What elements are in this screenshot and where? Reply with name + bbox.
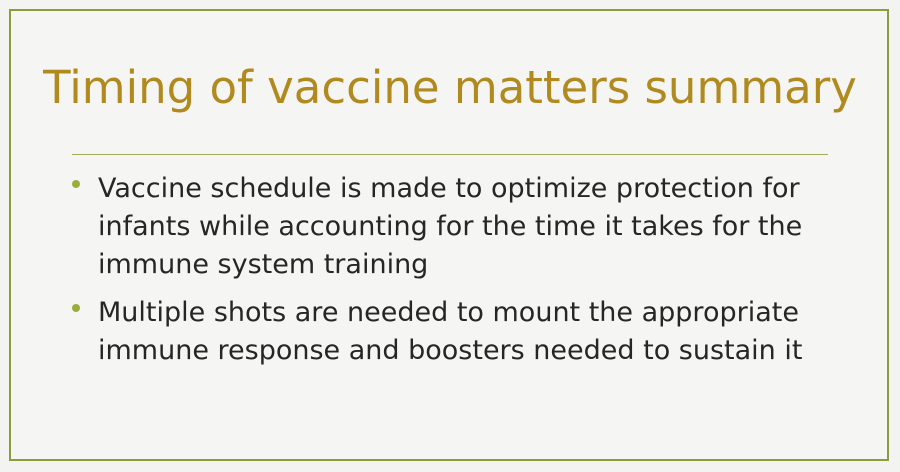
bullet-text-2: Multiple shots are needed to mount the appropriate immune response and boosters needed to sustain it [98, 297, 803, 366]
bullet-dot-icon [72, 304, 80, 312]
title-divider [72, 154, 828, 155]
bullet-item-2 [72, 294, 852, 370]
bullet-text-1: Vaccine schedule is made to optimize protection for infants while accounting for the time it takes for the immune system training [98, 173, 803, 280]
bullet-dot-icon [72, 180, 80, 188]
slide-title: Timing of vaccine matters summary [43, 61, 857, 114]
bullet-item-1 [72, 170, 852, 284]
bullet-list [72, 170, 852, 380]
